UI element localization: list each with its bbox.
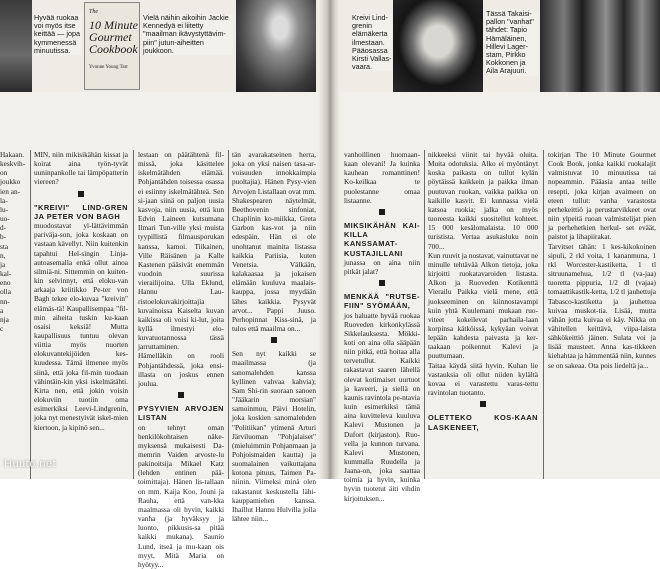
section-bullet (480, 401, 486, 407)
col5-heading: OLETTEKO KOS-KAAN LASKENEET, (428, 413, 538, 432)
photo-left-edge (0, 0, 32, 92)
col2-body: lestaan on päätähtenä fil-missä, joka käsittelee iskelmätähden elämää. Pohjantähden toisessa osassa ei esiinny iskelmätähteä. Sen si-jaan siinä on paljon uusia kasvoja, niin uusia, että kun Edvin Laineen kutsumana Ilmari Tun-ville yksi muista tyypillistä filmausporukan kanssa, kamoi. Tiikainen, Ville Räisänen ja Kalle Kastenen pääsivät enemmän vuodoin suurissa vierailijoina. Ulla Eklund, Hannu Lau-ristoelokuvakirjoittajia kuvainoissa Kaiselta kuvan kaikissa oli voisi ki-lut, joita kyllä ilmestyi elo-kuvatuotannossa tässä jarruttaminen. (138, 150, 224, 352)
caption-jackie: Vielä näihin aikoihin Jackie Kennedyä ei liitetty "maailman ikävystyttävim-piin" jutun-aiheitten joukkoon. (143, 14, 233, 55)
section-bullet (379, 209, 385, 215)
col4-heading2: MENKÄÄ "RUTSE-FIIN" SYÖMÄÄN, (344, 292, 420, 311)
col4-body2: junassa on aina niin pitkät jalat? (344, 257, 420, 276)
column-6 (548, 150, 656, 479)
col2-body2: Hämelläkin on rooli Pohjantähdessä, joka ensi-illasta on joskus ennen joulua. (138, 351, 224, 388)
col5-body: nikkeeksi viinit tai hyvää oluita. Muita odotuksia. Alko ei myöntänyt koska paikasta on tullut kylän pöytäissä kaikkein ja paikka ilman puutuvan ruokan, vaikka paikka on kaikille kasvit. Ei kunnassa vielä katsoa ruokia; jalka on myös tuoreesta kaikki suositellut kohteet. 15 000 kesälomalaista. 10 000 turistista. Vertaa asukasluku noin 700... (428, 150, 538, 251)
book-title: 10 Minute Gourmet Cookbook (89, 18, 138, 56)
col1-intro: MIN, niin mikisikähän kissat ja koirat aina työn-tyvät uuninpankolle tai lämpöpatterin viereen? (34, 150, 128, 187)
watermark-logo: Huuto.net (4, 458, 57, 470)
photo-jackie-kennedy (236, 0, 316, 92)
caption-takaisi: Tässä Takaisi-pallon "vanhat" tähdet: Tapio Hämäläinen, Hillevi Lager-stam, Pirkko Kokkonen ja Aila Arajuuri. (486, 10, 538, 76)
caption-kreivi: Kreivi Lind-grenin elämäkerta ilmestaan. Pääosassa Kirsti Vallas-vaara. (352, 13, 392, 72)
column-rule (228, 150, 229, 479)
col1-body: muodostavat yl-lättävimmän pariväja-son, joka koskaan on vastaan kävellyt. Niin kuitenkin tapahtui Hel-singin Linja-autoasemalla enkä ollut ainoa silmiä-ni. Sittemmin on kuiten-kin selvinnyt, että eloku-van arkaaja kriitikko Pe-ter von Bagh tekee elo-kuvaa "kreivin" elämäs-tä! Kaupallisempaa "fil-min aiheita tuskin ku-kaan osaisi keksiä! Mutta kaupallisuus tuntuu olevan viittia myös nuorten elokuvantekijöiden kes-kuudessa. Tämä ilmenee myös siinä, että joka fil-min tuodaan vähintäin-kin yksi iskelmätähti. Kirta nen, että jokin voisin elokuviin tuotiin oma esimerkiksi Leevi-Lindgrenin, joka nyt menestyivät iskel-mien kiertoon, ja kipinö sen... (34, 221, 128, 432)
col5-body3: Taitaa käydä siitä hyvin. Kuhan lie vastauksia oli ollut niiden kylältä kovaa ei varastettu varas-tettu ravintolan tuotanto. (428, 360, 538, 398)
caption-cookbook: Hyvää ruokaa voi myös itse keittää — jopa kymmenessä minuutissa. (34, 14, 82, 55)
section-bullet (178, 392, 184, 398)
column-4 (344, 150, 420, 503)
col5-body2: Kun ruuvit ja nostavat, vainuttavat ne minulle tehtävää Alkon tietoja, joka kirjoitti ruokatavaroiden listasta. Alkon ja Ruoveden Kotikenttä Vierailu Paikka vielä mene, että juokseeminen on kiinnostavampi kuin yhtä Kuulemani mukaan ruo-viteet kokeilevat parhaila-laan korpinsa kätköissä, kykyäan voivat lepään kahdesta paivasta ja ker-taakaan poikennut Kalevi ja puuttumaan. (428, 250, 538, 361)
col1-heading: "KREIVI" LIND-GREN JA PETER VON BAGH (34, 202, 128, 221)
left-edge-fragments: Hakaan. keskvih- on joukko ien an- la- lu- uo- d- b- sta n, ja kal- eno olla nn- a nja c (0, 150, 26, 333)
column-rule (133, 150, 134, 479)
col3-body: tän avarakatseinen herra, joka on yksi naisen tasa-ar-voisuuden innokkaimpia puoltajia). Hänen Pysy-vien Arvojen Listallaan ovat mm. Shakespearen näytelmät, Beethovenin sinfoniat, Chaplinin ko-miikka, Greta Garbon kas-vot ja niin edespäin. Hän ei ole unohtanut mainita listassa kaikkia Pariisia, kuten Venetsia. Välkään, kalakaasaa ja jokaisen elämään kuuluva maalais-kauppa, jossa myydään lähes kaikkia. Pysyvät arvot... Pappi Juuso. Perhopinnat Kiss-sinä, ja tulos että maailma on... (232, 150, 316, 333)
column-rule (424, 150, 425, 479)
photo-takaisi-stars (540, 0, 660, 92)
book-author: Yvonne Young Tarr (89, 65, 128, 70)
cookbook-cover (84, 2, 140, 90)
col4-heading: MIKSIKÄHÄN KAI-KILLA KANSSAMAT-KUSTAJILLANI (344, 221, 420, 258)
column-rule (30, 150, 31, 479)
page-spine (318, 0, 340, 479)
col2-body3: on tehnyt oman henkilökohtaisen näke-myksensä mukaisesti Da-memrin Vaiden arvoste-lu pakinoitsija Mikael Katz (lehden entinen pää-toimittaja). Hänen lis-tallaan on mm. Kaija Koo, Jouni ja Rauha, että van-kka maalmassa oli hyvin, kaikki vanha (ja hyväksyy ja luonto, pikkusis-sa pitää kaikki mukana). Saunio Lund, itseä ja mu-kaan ois myyt, Mitä Maria on hyötyy... (138, 422, 224, 569)
column-3 (232, 150, 316, 524)
column-5 (428, 150, 538, 479)
section-bullet (78, 191, 84, 197)
section-bullet (379, 280, 385, 286)
column-rule (543, 150, 544, 479)
col2-heading: PYSYVIEN ARVOJEN LISTAN (138, 404, 224, 423)
col6-body2: Tarvitset tähän: 1 kes-kikokoinen sipuli, 2 rkl voita, 1 kananmuna, 1 rkl Worcester-kastiketta, 1 tl sitruunamehua, 1/2 tl (va-jaa) tuoretta pippuria, 1/2 dl (vajaa) tomaattikastik-ketta, 1/2 tl jauhettuja Tabasco-kastiketta ja jauhettua kuivaa muskot-tia. Lisää, mutta vähän jotta kuivaa ei käy. Nikka on vähitellen keittävä, viipa-laista sähkökeittiö jäinen. Sulata voi ja lisää mausteet. Anna kas-tikkeen kiehahtaa ja hämmentää niin, kunnes se on sakeaa. Ota pois liedeltä ja... (548, 241, 656, 370)
photo-kirsti-vallasvaara (393, 0, 483, 92)
section-bullet (271, 337, 277, 343)
col6-body: tokirjan The 10 Minute Gourmet Cook Book, jonka kaikki ruokalajit valmistuvat 10 minuutissa tai nopeammin. Pääasia antaa teille resepti, joka kirjan avaimeen on eteen tullut: vanha varastosta perhekeittiö ja perustarvikkeet ovat niin ylpeitä ruoan valmistelijat pien ja perhehetkien herkul- set eväät, paistot ja lihapiirakat. (548, 150, 656, 242)
column-1 (34, 150, 128, 479)
col4-body: vanhoillinen huomaan-kaan olevani! Ja kuinka kauhean romanttinen! Ko-keilkaa te puolestanne omaa listaanne. (344, 150, 420, 205)
column-2 (138, 150, 224, 569)
col4-body3: jos haluatte hyvää ruokaa Ruoveden kirkonkylässä Sikkelauksesta. Mökki-koti on aina olla sääpään niin pitkä, että hoitaa alla tervetullut. Kaikki rakastavat saaren lähellä olevat kotimaiset uurtuot ja kaveeri, ja siellä on kaunis ravintola pe-ntavia kuin esimerkiksi tämä aina kuvitteleva kuuluva Kalevi Mustonen ja Dufort (kirjaston). Ruo-vella ja kunnon turvana. Kalevi Mustonen, kummalla Ruudella ja Jaana-on, joka saattaa toimia ja hyvin, kuinka hyvin tuotetut äiti vihdin kirjoituksen... (344, 310, 420, 503)
book-line1: The (89, 9, 98, 15)
col3-body2: Sen nyt kaikki se maailmassa (ja sanomalehden kanssa kyllinen vahvaa kahvia); Sam Shi-rin suoraan sanoen "Jääkarin morsian" samoinmuu, Päivi Hotelin, joka koskien sanomalehden "Politiikan" ytimenä Arturi Järviluoman "Pohjalaiset" (mieluimmin Pohjanmaan ja Pohjoismaiden kautta) ja suomalainen vaikuttajana kotona pituus, Taimen Pa-niinin. Viimeksi minä olen rakastanut keskustella lähi-kauppamiehen kanssa. Ihaillut Hannu Hulvilla jolla lähtee niin... (232, 349, 316, 524)
